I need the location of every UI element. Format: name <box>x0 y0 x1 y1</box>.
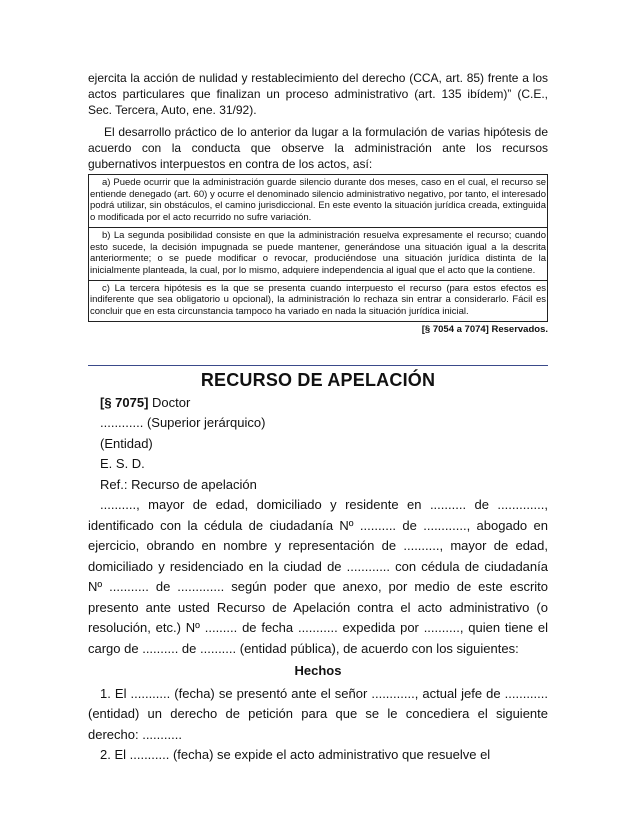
form-body <box>88 393 548 766</box>
hypothesis-a: a) Puede ocurrir que la administración guarde silencio durante dos meses, caso en el cual, el recurso se entiende denegado (art. 60) y ocurre el denominado silencio administrativo negativo, por tanto, el interesado podrá utilizar, sin obstáculos, el camino jurisdiccional. En este evento la situación jurídica creada, extinguida o modificada por el acto recurrido no sufre variación. <box>90 177 546 224</box>
hecho-item-2: 2. El ........... (fecha) se expide el acto administrativo que resuelve el <box>100 747 491 763</box>
esd-line: E. S. D. <box>100 456 145 472</box>
reference-line: Ref.: Recurso de apelación <box>100 476 257 492</box>
reserved-note: [§ 7054 a 7074] Reservados. <box>421 323 548 335</box>
superior-line: ............ (Superior jerárquico) <box>100 415 266 431</box>
hypothesis-b: b) La segunda posibilidad consiste en que la administración resuelva expresamente el recurso; cuando esto sucede, la decisión impugnada se puede mantener, generándose una situación igual a la descrita anteriormente; o se puede modificar o revocar, produciéndose una situación jurídica distinta de la inicialmente planteada, la cual, por lo mismo, adquiere independencia al igual que el acto que la contiene. <box>89 227 547 280</box>
doctor-label: Doctor <box>148 394 191 410</box>
hecho-item-1: 1. El ........... (fecha) se presentó ante el señor ............, actual jefe de ............ (entidad) un derecho de petición para que se le concediera el siguiente derecho: ........... <box>88 685 548 742</box>
salutation-line <box>88 393 548 414</box>
hypothesis-c: c) La tercera hipótesis es la que se presenta cuando interpuesto el recurso (para estos efectos es indiferente que sea obligatorio u opcional), la administración lo rechaza sin entrar a considerarlo. Fácil es concluir que en esta circunstancia tampoco ha variado en nada la situación jurídica inicial. <box>89 280 547 321</box>
document-page <box>88 70 548 766</box>
section-number: [§ 7075] <box>100 394 149 410</box>
page-title: RECURSO DE APELACIÓN <box>200 369 436 390</box>
section-divider <box>88 365 548 366</box>
entity-line: (Entidad) <box>100 435 153 451</box>
intro-paragraph-2: El desarrollo práctico de lo anterior da lugar a la formulación de varias hipótesis de acuerdo con la conducta que observe la administración ante los recursos gubernativos interpuestos en contra de los actos, así: <box>88 125 548 171</box>
hechos-heading: Hechos <box>294 663 342 679</box>
hypotheses-box <box>88 174 548 322</box>
intro-paragraph-1: ejercita la acción de nulidad y restablecimiento del derecho (CCA, art. 85) frente a los actos particulares que finalizan un proceso administrativo (art. 135 ibídem)” (C.E., Sec. Tercera, Auto, ene. 31/92). <box>88 71 548 117</box>
main-paragraph: .........., mayor de edad, domiciliado y residente en .......... de ............., identificado con la cédula de ciudadanía Nº .......... de ............, abogado en ejercicio, obrando en nombre y representación de .........., mayor de edad, domiciliado y residenciado en la ciudad de ............ con cédula de ciudadanía Nº ........... de ............. según poder que anexo, por medio de este escrito presento ante usted Recurso de Apelación contra el acto administrativo (o resolución, etc.) Nº ......... de fecha ........... expedida por .........., quien tiene el cargo de .......... de .......... (entidad pública), de acuerdo con los siguientes: <box>88 497 548 656</box>
